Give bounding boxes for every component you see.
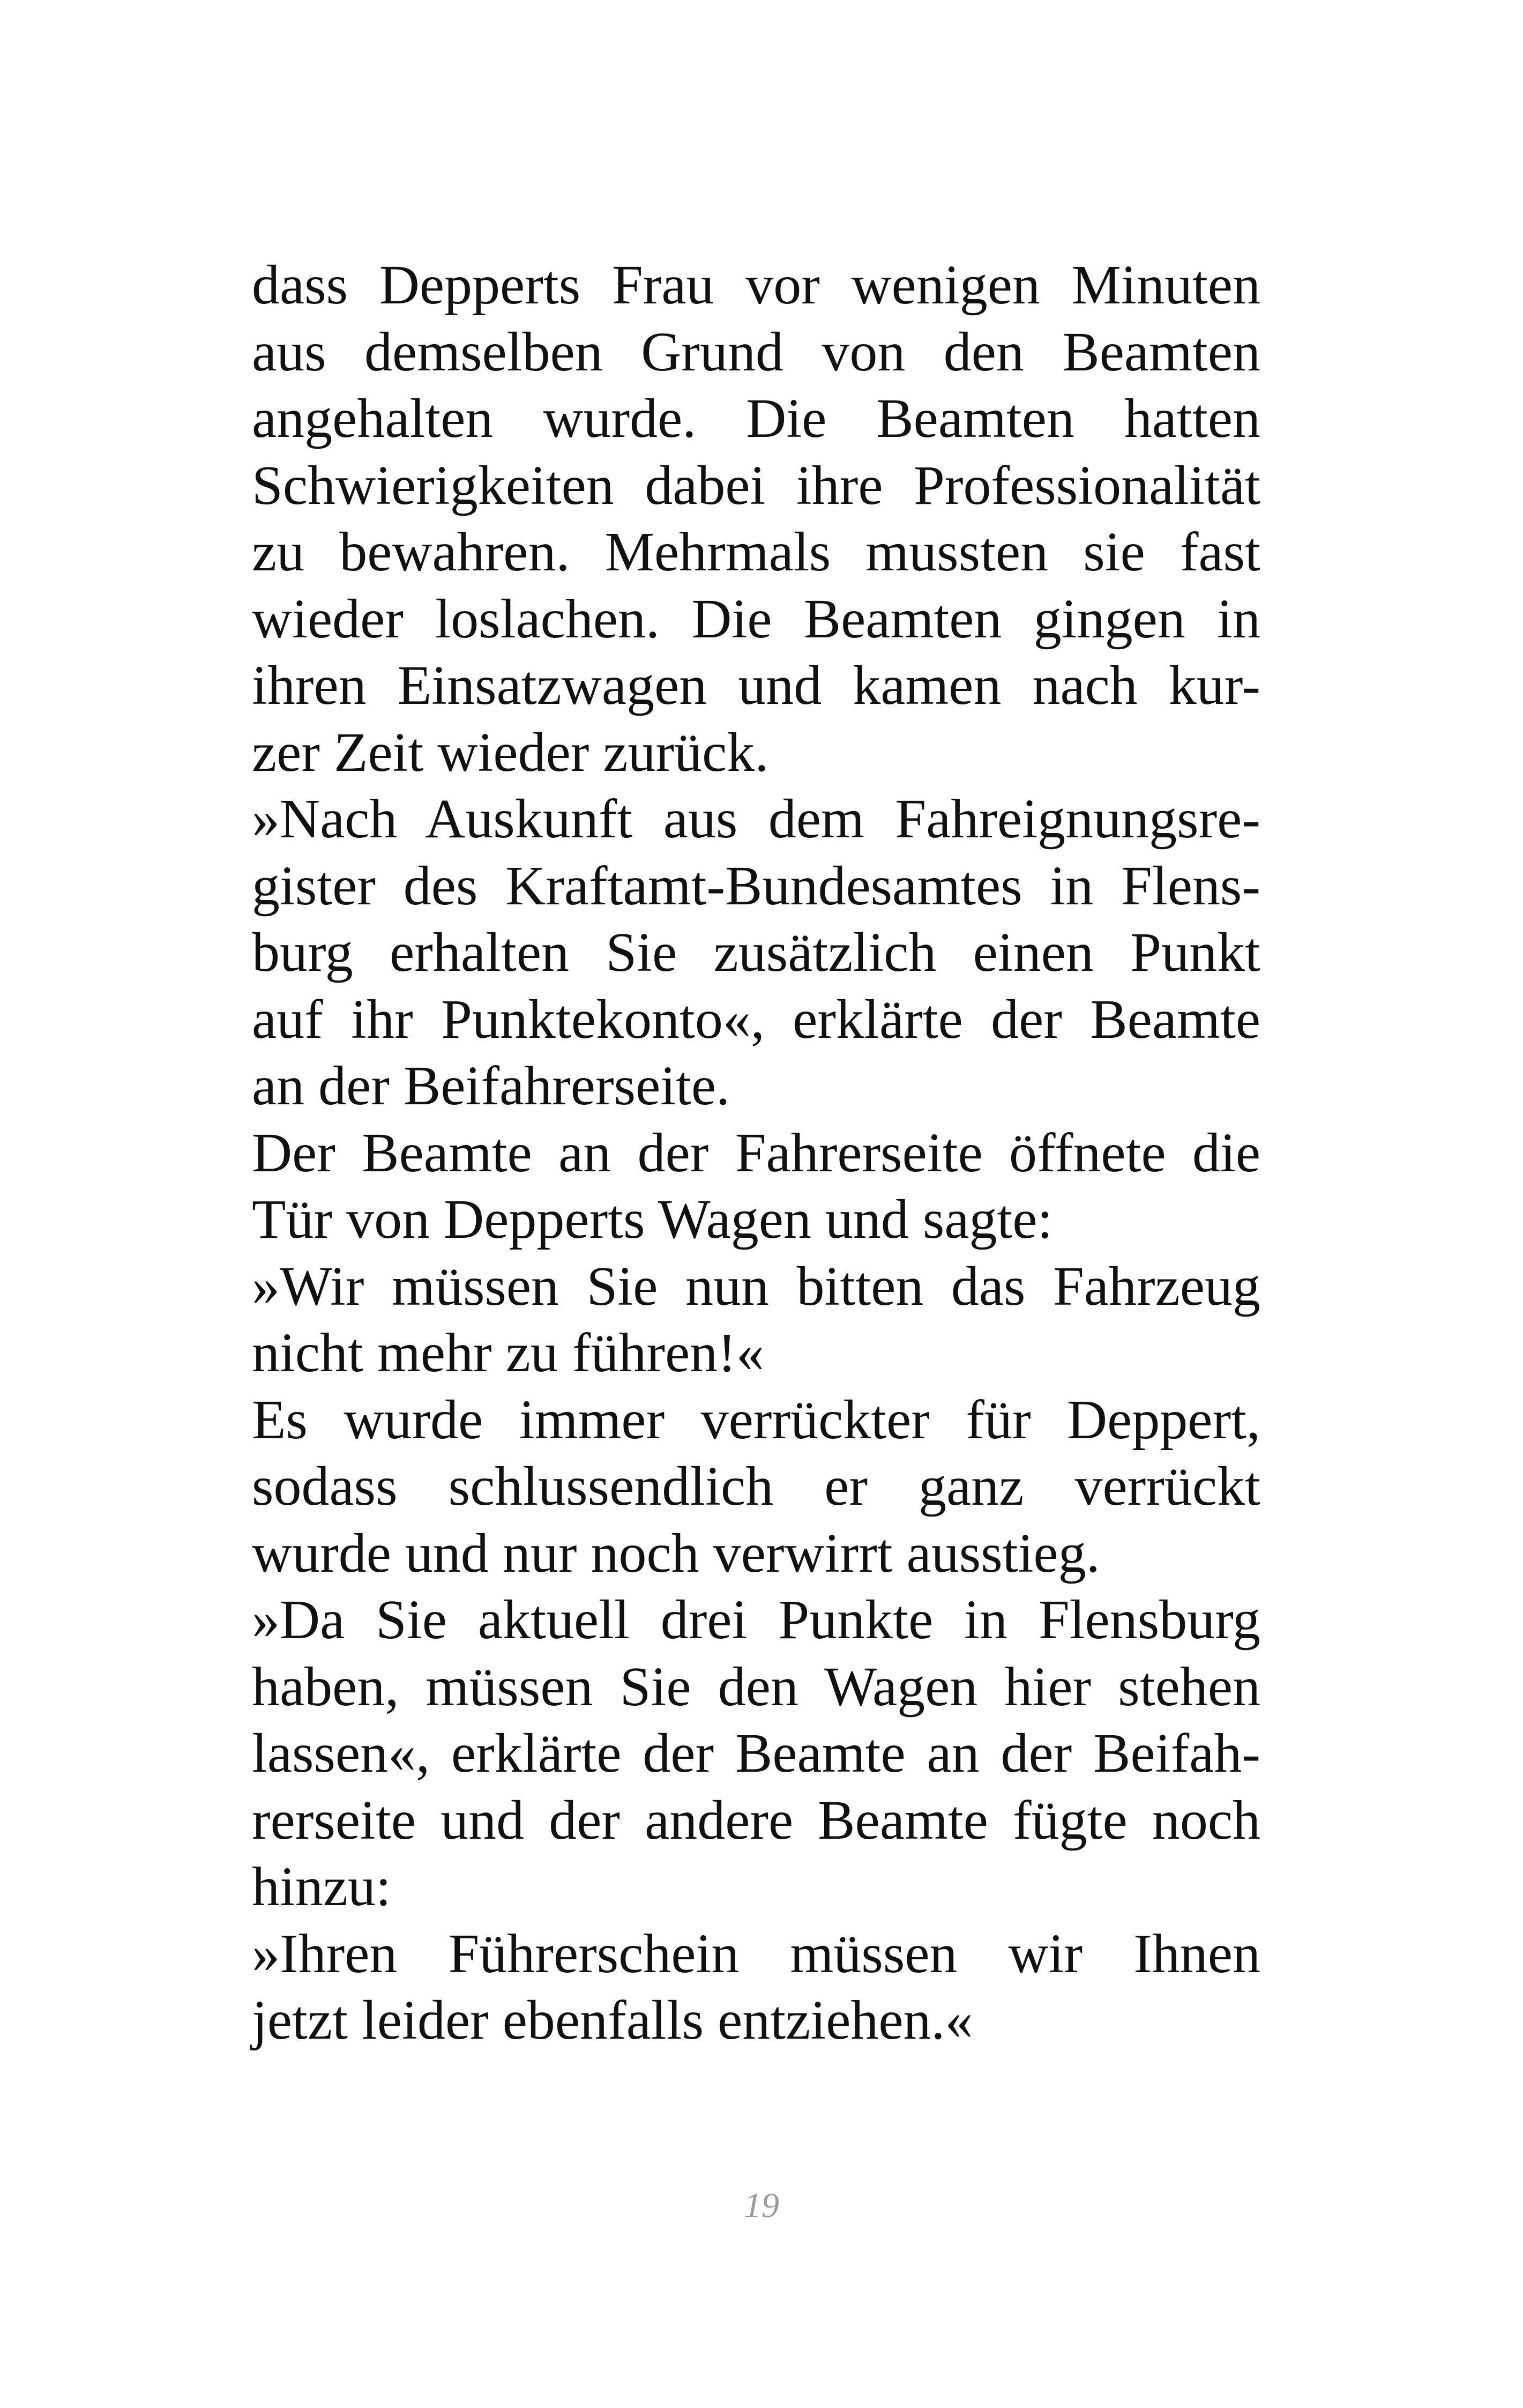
- text-line: wieder loslachen. Die Beamten gingen in: [252, 588, 1260, 650]
- text-line: lassen«, erklärte der Beamte an der Beifah-: [252, 1722, 1260, 1784]
- text-line: »Nach Auskunft aus dem Fahreignungsre-: [252, 788, 1260, 850]
- text-line: an der Beifahrerseite.: [252, 1055, 730, 1117]
- text-line: angehalten wurde. Die Beamten hatten: [252, 388, 1260, 449]
- text-line: gister des Kraftamt-Bundesamtes in Flens-: [252, 854, 1260, 917]
- text-line: sodass schlussendlich er ganz verrückt: [252, 1455, 1260, 1517]
- text-line: burg erhalten Sie zusätzlich einen Punkt: [252, 921, 1260, 983]
- text-line: »Wir müssen Sie nun bitten das Fahrzeug: [252, 1255, 1260, 1317]
- text-line: wurde und nur noch verwirrt ausstieg.: [252, 1522, 1100, 1584]
- text-line: ihren Einsatzwagen und kamen nach kur-: [252, 655, 1260, 716]
- text-line: »Ihren Führerschein müssen wir Ihnen: [252, 1922, 1260, 1985]
- text-line: Tür von Depperts Wagen und sagte:: [252, 1188, 1053, 1250]
- body-text: [252, 252, 1260, 2054]
- text-line: nicht mehr zu führen!«: [252, 1322, 764, 1384]
- text-line: rerseite und der andere Beamte fügte noch: [252, 1789, 1260, 1851]
- text-line: dass Depperts Frau vor wenigen Minuten: [252, 254, 1260, 316]
- text-line: zer Zeit wieder zurück.: [252, 721, 769, 783]
- text-line: aus demselben Grund von den Beamten: [252, 321, 1260, 383]
- text-line: Der Beamte an der Fahrerseite öffnete die: [252, 1121, 1260, 1184]
- page-number: 19: [744, 2186, 779, 2225]
- text-line: Schwierigkeiten dabei ihre Professionalität: [252, 454, 1260, 516]
- text-line: Es wurde immer verrückter für Deppert,: [252, 1388, 1260, 1451]
- text-line: haben, müssen Sie den Wagen hier stehen: [252, 1655, 1260, 1718]
- text-line: auf ihr Punktekonto«, erklärte der Beamte: [252, 988, 1260, 1050]
- text-line: hinzu:: [252, 1856, 391, 1918]
- text-line: »Da Sie aktuell drei Punkte in Flensburg: [252, 1589, 1260, 1651]
- text-line: jetzt leider ebenfalls entziehen.«: [252, 1989, 973, 2051]
- text-line: zu bewahren. Mehrmals mussten sie fast: [252, 521, 1260, 583]
